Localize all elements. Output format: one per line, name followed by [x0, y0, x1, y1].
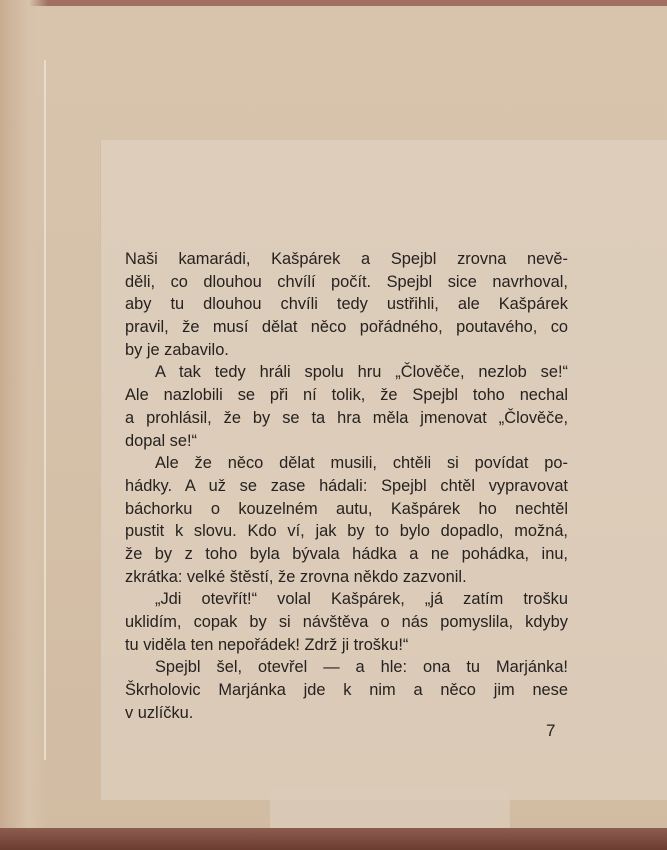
bottom-cover-edge [0, 828, 667, 850]
text-line: „Jdi otevřít!“ volal Kašpárek, „já zatím trošku [155, 590, 568, 609]
book-spine-gutter [0, 0, 48, 850]
text-line: Ale nazlobili se při ní tolik, že Spejbl toho nechal [125, 386, 568, 405]
text-line: zkrátka: velké štěstí, že zrovna někdo zazvonil. [125, 567, 467, 586]
text-line: Škrholovic Marjánka jde k nim a něco jim nese [125, 681, 568, 700]
text-line: by je zabavilo. [125, 340, 229, 359]
text-line: tu viděla ten nepořádek! Zdrž ji trošku!“ [125, 635, 409, 654]
text-line: báchorku o kouzelném autu, Kašpárek ho nechtěl [125, 499, 568, 518]
text-line: děli, co dlouhou chvílí počít. Spejbl sice navrhoval, [125, 272, 568, 291]
text-line: uklidím, copak by si návštěva o nás pomyslila, kdyby [125, 613, 568, 631]
text-line: aby tu dlouhou chvíli tedy ustřihli, ale Kašpárek [125, 295, 568, 314]
text-line: hádky. A už se zase hádali: Spejbl chtěl vypravovat [125, 476, 568, 495]
page-number: 7 [546, 721, 556, 740]
text-line: a prohlásil, že by se ta hra měla jmenovat „Člověče, [125, 408, 568, 427]
text-line: A tak tedy hráli spolu hru „Člověče, nezlob se!“ [155, 363, 568, 382]
text-line: Naši kamarádi, Kašpárek a Spejbl zrovna nevě- [125, 250, 568, 268]
binding-line [44, 60, 46, 760]
text-line: pravil, že musí dělat něco pořádného, poutavého, co [125, 318, 568, 337]
text-line: Spejbl šel, otevřel — a hle: ona tu Marjánka! [155, 658, 568, 677]
text-line: v uzlíčku. [125, 703, 194, 722]
text-line: Ale že něco dělat musili, chtěli si povídat po- [155, 454, 568, 473]
story-text [125, 248, 568, 724]
text-line: pustit k slovu. Kdo ví, jak by to bylo dopadlo, možná, [125, 522, 568, 541]
tape-strip-bottom [270, 790, 510, 828]
top-cover-edge [0, 0, 667, 6]
text-line: dopal se!“ [125, 431, 197, 450]
text-line: že by z toho byla bývala hádka a ne pohádka, inu, [125, 544, 568, 563]
